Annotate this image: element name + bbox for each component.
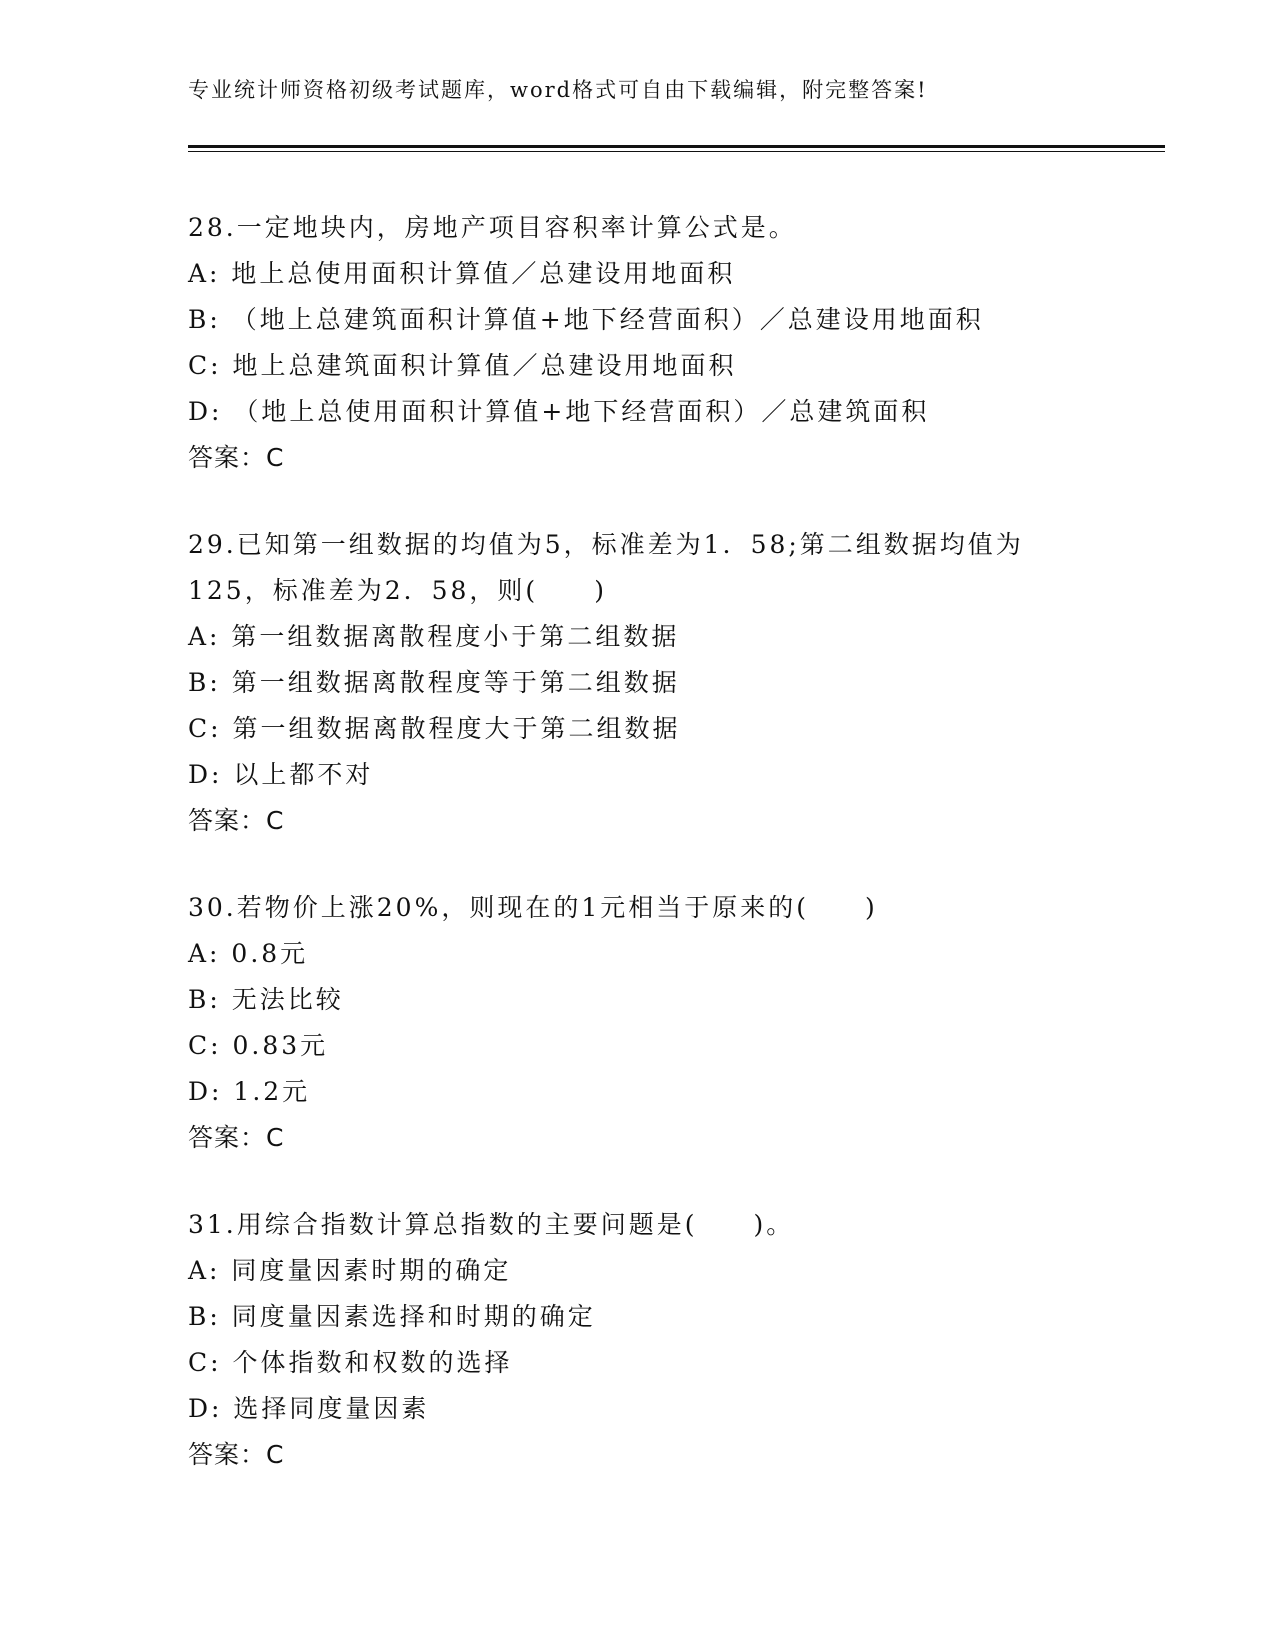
- answer-line: 答案：C: [188, 443, 285, 472]
- option-d: D: （地上总使用面积计算值+地下经营面积）／总建筑面积: [188, 397, 930, 426]
- question-stem: 31.用综合指数计算总指数的主要问题是( )。: [188, 1210, 795, 1239]
- option-b: B: 无法比较: [188, 985, 344, 1014]
- question-stem: 28.一定地块内，房地产项目容积率计算公式是。: [188, 213, 797, 242]
- question-29: [188, 522, 1148, 844]
- option-d: D: 1.2元: [188, 1077, 311, 1106]
- option-c: C: 0.83元: [188, 1031, 329, 1060]
- option-d: D: 以上都不对: [188, 760, 374, 789]
- option-b: B: 同度量因素选择和时期的确定: [188, 1302, 596, 1331]
- question-28: [188, 205, 1148, 481]
- document-header: 专业统计师资格初级考试题库，word格式可自由下载编辑，附完整答案!: [188, 78, 928, 102]
- header-rule-thin: [188, 151, 1165, 152]
- option-a: A: 第一组数据离散程度小于第二组数据: [188, 622, 680, 651]
- answer-line: 答案：C: [188, 806, 285, 835]
- question-30: [188, 885, 1148, 1161]
- option-c: C: 地上总建筑面积计算值／总建设用地面积: [188, 351, 737, 380]
- option-a: A: 地上总使用面积计算值／总建设用地面积: [188, 259, 736, 288]
- answer-line: 答案：C: [188, 1440, 285, 1469]
- answer-line: 答案：C: [188, 1123, 285, 1152]
- option-b: B: （地上总建筑面积计算值+地下经营面积）／总建设用地面积: [188, 305, 984, 334]
- question-31: [188, 1202, 1148, 1478]
- option-b: B: 第一组数据离散程度等于第二组数据: [188, 668, 680, 697]
- question-stem: 29.已知第一组数据的均值为5，标准差为1．58;第二组数据均值为125，标准差为2．58，则( ): [188, 530, 1024, 605]
- question-list: [188, 205, 1148, 1519]
- option-c: C: 第一组数据离散程度大于第二组数据: [188, 714, 681, 743]
- question-stem: 30.若物价上涨20%，则现在的1元相当于原来的( ): [188, 893, 878, 922]
- option-a: A: 0.8元: [188, 939, 309, 968]
- header-rule-thick: [188, 145, 1165, 148]
- option-a: A: 同度量因素时期的确定: [188, 1256, 512, 1285]
- option-c: C: 个体指数和权数的选择: [188, 1348, 513, 1377]
- option-d: D: 选择同度量因素: [188, 1394, 430, 1423]
